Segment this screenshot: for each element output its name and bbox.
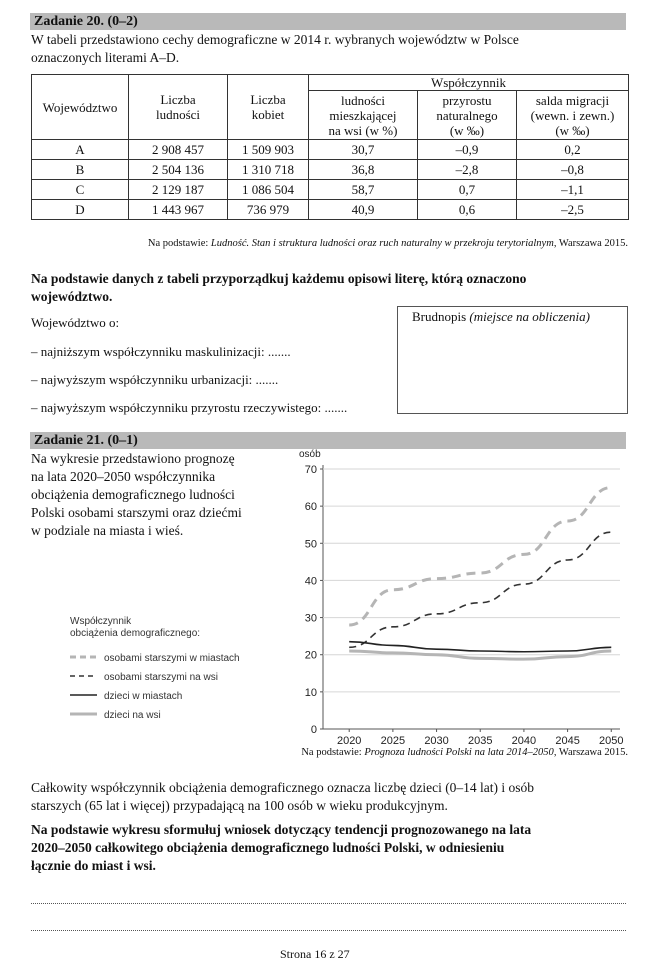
- dependency-ratio-chart: [0, 440, 664, 745]
- legend-label: dzieci w miastach: [104, 691, 183, 702]
- th-rural-l2: mieszkającej: [329, 107, 397, 123]
- th-population-l2: ludności: [155, 107, 201, 122]
- cell-natural: –0,9: [418, 140, 517, 160]
- table-row: [32, 160, 629, 180]
- cell-population: 2 908 457: [129, 140, 228, 160]
- task20-header: Zadanie 20. (0–2): [30, 13, 626, 30]
- th-rural: [309, 91, 418, 140]
- y-tick-label: 30: [304, 612, 317, 625]
- y-tick-label: 70: [304, 464, 317, 476]
- answer-line-urbanization[interactable]: – najwyższym współczynniku urbanizacji: .......: [31, 372, 279, 387]
- table-row: [32, 180, 629, 200]
- th-migration-l1: salda migracji: [535, 92, 610, 108]
- cell-rural: 36,8: [309, 160, 418, 180]
- series-line-1: [349, 488, 611, 625]
- cell-population: 2 504 136: [129, 160, 228, 180]
- table-row: [32, 200, 629, 220]
- x-tick-label: 2040: [511, 735, 537, 745]
- legend-label: osobami starszymi w miastach: [104, 653, 240, 664]
- task20-instruction-line1: Na podstawie danych z tabeli przyporządkuj każdemu opisowi literę, którą oznaczono: [31, 271, 527, 286]
- x-tick-label: 2020: [336, 735, 362, 745]
- task21-source-suffix: , Warszawa 2015.: [553, 747, 628, 758]
- task21-question: [31, 821, 631, 875]
- th-rural-l1: ludności: [340, 92, 386, 108]
- x-axis-ticks: [337, 729, 624, 745]
- th-natural: [418, 91, 517, 140]
- cell-population: 2 129 187: [129, 180, 228, 200]
- cell-migration: –0,8: [517, 160, 629, 180]
- th-migration-l2: (wewn. i zewn.): [530, 107, 615, 123]
- task21-intro-line: na lata 2020–2050 współczynnika: [31, 469, 216, 484]
- th-migration-l3: (w ‰): [555, 122, 590, 138]
- series-line-2: [349, 532, 611, 647]
- cell-women: 1 086 504: [228, 180, 309, 200]
- legend-label: dzieci na wsi: [104, 710, 161, 721]
- x-tick-label: 2035: [467, 735, 493, 745]
- x-tick-label: 2025: [380, 735, 406, 745]
- cell-rural: 30,7: [309, 140, 418, 160]
- answer-line[interactable]: [31, 903, 626, 904]
- task21-intro-line: w podziale na miasta i wieś.: [31, 523, 184, 538]
- task20-intro-line2: oznaczonych literami A–D.: [31, 50, 180, 65]
- cell-rural: 40,9: [309, 200, 418, 220]
- task21-intro-line: obciążenia demograficznego ludności: [31, 487, 235, 502]
- series-line-3: [349, 642, 611, 652]
- scratchpad-box[interactable]: [397, 306, 628, 414]
- answer-line[interactable]: [31, 930, 626, 931]
- task21-explanation-line1: Całkowity współczynnik obciążenia demograficznego oznacza liczbę dzieci (0–14 lat) i osób: [31, 780, 535, 795]
- th-population: [129, 75, 228, 140]
- task21-source-title: Prognoza ludności Polski na lata 2014–2050: [364, 747, 554, 758]
- legend-title-line: Współczynnik: [70, 616, 132, 627]
- task21-question-line: łącznie do miast i wsi.: [31, 858, 156, 873]
- legend-label: osobami starszymi na wsi: [104, 672, 218, 683]
- th-migration: [517, 91, 629, 140]
- answer-line-masculinization[interactable]: – najniższym współczynniku maskulinizacji: .......: [31, 344, 291, 359]
- th-natural-l3: (w ‰): [449, 122, 485, 138]
- task20-source: [148, 238, 628, 249]
- scratchpad-hint: (miejsce na obliczenia): [469, 309, 590, 324]
- task21-intro-line: Polski osobami starszymi oraz dziećmi: [31, 505, 242, 520]
- task21-question-line: Na podstawie wykresu sformułuj wniosek dotyczący tendencji prognozowanego na lata: [31, 822, 532, 837]
- y-tick-label: 10: [304, 686, 317, 699]
- task20-intro: [31, 31, 627, 67]
- task21-source: [301, 747, 628, 758]
- th-natural-l1: przyrostu: [442, 92, 492, 108]
- answer-line-real-growth[interactable]: – najwyższym współczynniku przyrostu rzeczywistego: .......: [31, 400, 348, 415]
- task21-question-line: 2020–2050 całkowitego obciążenia demograficznego ludności Polski, w odniesieniu: [31, 840, 505, 855]
- cell-population: 1 443 967: [129, 200, 228, 220]
- cell-migration: –1,1: [517, 180, 629, 200]
- cell-migration: 0,2: [517, 140, 629, 160]
- chart-grid: [323, 465, 620, 729]
- cell-label: D: [32, 200, 129, 220]
- th-voivodeship: Województwo: [32, 75, 129, 140]
- task20-source-title: Ludność. Stan i struktura ludności oraz ruch naturalny w przekroju terytorialnym: [210, 238, 554, 249]
- task20-instruction-line2: województwo.: [31, 289, 113, 304]
- task21-source-prefix: Na podstawie:: [301, 747, 365, 758]
- x-tick-label: 2045: [555, 735, 580, 745]
- page-footer: Strona 16 z 27: [280, 947, 350, 961]
- cell-label: C: [32, 180, 129, 200]
- cell-women: 736 979: [228, 200, 309, 220]
- task20-intro-line1: W tabeli przedstawiono cechy demograficzne w 2014 r. wybranych województw w Polsce: [31, 32, 519, 47]
- th-women-l1: Liczba: [250, 92, 286, 107]
- th-population-l1: Liczba: [160, 92, 196, 107]
- task20-lead: Województwo o:: [31, 315, 120, 330]
- cell-natural: –2,8: [418, 160, 517, 180]
- y-tick-label: 50: [304, 538, 317, 551]
- cell-natural: 0,6: [418, 200, 517, 220]
- scratchpad-label: Brudnopis: [412, 309, 470, 324]
- cell-women: 1 310 718: [228, 160, 309, 180]
- th-women: [228, 75, 309, 140]
- table-row: [32, 140, 629, 160]
- th-natural-l2: naturalnego: [436, 107, 498, 123]
- task20-source-prefix: Na podstawie:: [147, 238, 211, 249]
- y-tick-label: 20: [304, 649, 317, 662]
- cell-rural: 58,7: [309, 180, 418, 200]
- y-axis-label: osób: [299, 449, 321, 460]
- task20-instruction: [31, 270, 631, 306]
- task21-explanation: [31, 779, 631, 815]
- y-tick-label: 40: [304, 575, 317, 588]
- x-tick-label: 2050: [599, 735, 624, 745]
- task21-intro-line: Na wykresie przedstawiono prognozę: [31, 451, 235, 466]
- y-tick-label: 0: [310, 724, 317, 736]
- th-rural-l3: na wsi (w %): [328, 122, 398, 138]
- th-women-l2: kobiet: [251, 107, 285, 122]
- legend-title-line: obciążenia demograficznego:: [70, 628, 201, 639]
- cell-natural: 0,7: [418, 180, 517, 200]
- chart-legend: [70, 616, 240, 721]
- task20-source-suffix: , Warszawa 2015.: [553, 238, 628, 249]
- cell-label: B: [32, 160, 129, 180]
- cell-migration: –2,5: [517, 200, 629, 220]
- cell-women: 1 509 903: [228, 140, 309, 160]
- task21-header: Zadanie 21. (0–1): [30, 432, 626, 449]
- th-coefficient-group: Współczynnik: [309, 75, 629, 91]
- chart-series: [349, 488, 611, 660]
- y-tick-label: 60: [304, 501, 317, 514]
- y-axis-ticks: [305, 464, 323, 736]
- demographic-table: [31, 74, 629, 220]
- x-tick-label: 2030: [424, 735, 449, 745]
- cell-label: A: [32, 140, 129, 160]
- task21-explanation-line2: starszych (65 lat i więcej) przypadającą na 100 osób w wieku produkcyjnym.: [31, 798, 448, 813]
